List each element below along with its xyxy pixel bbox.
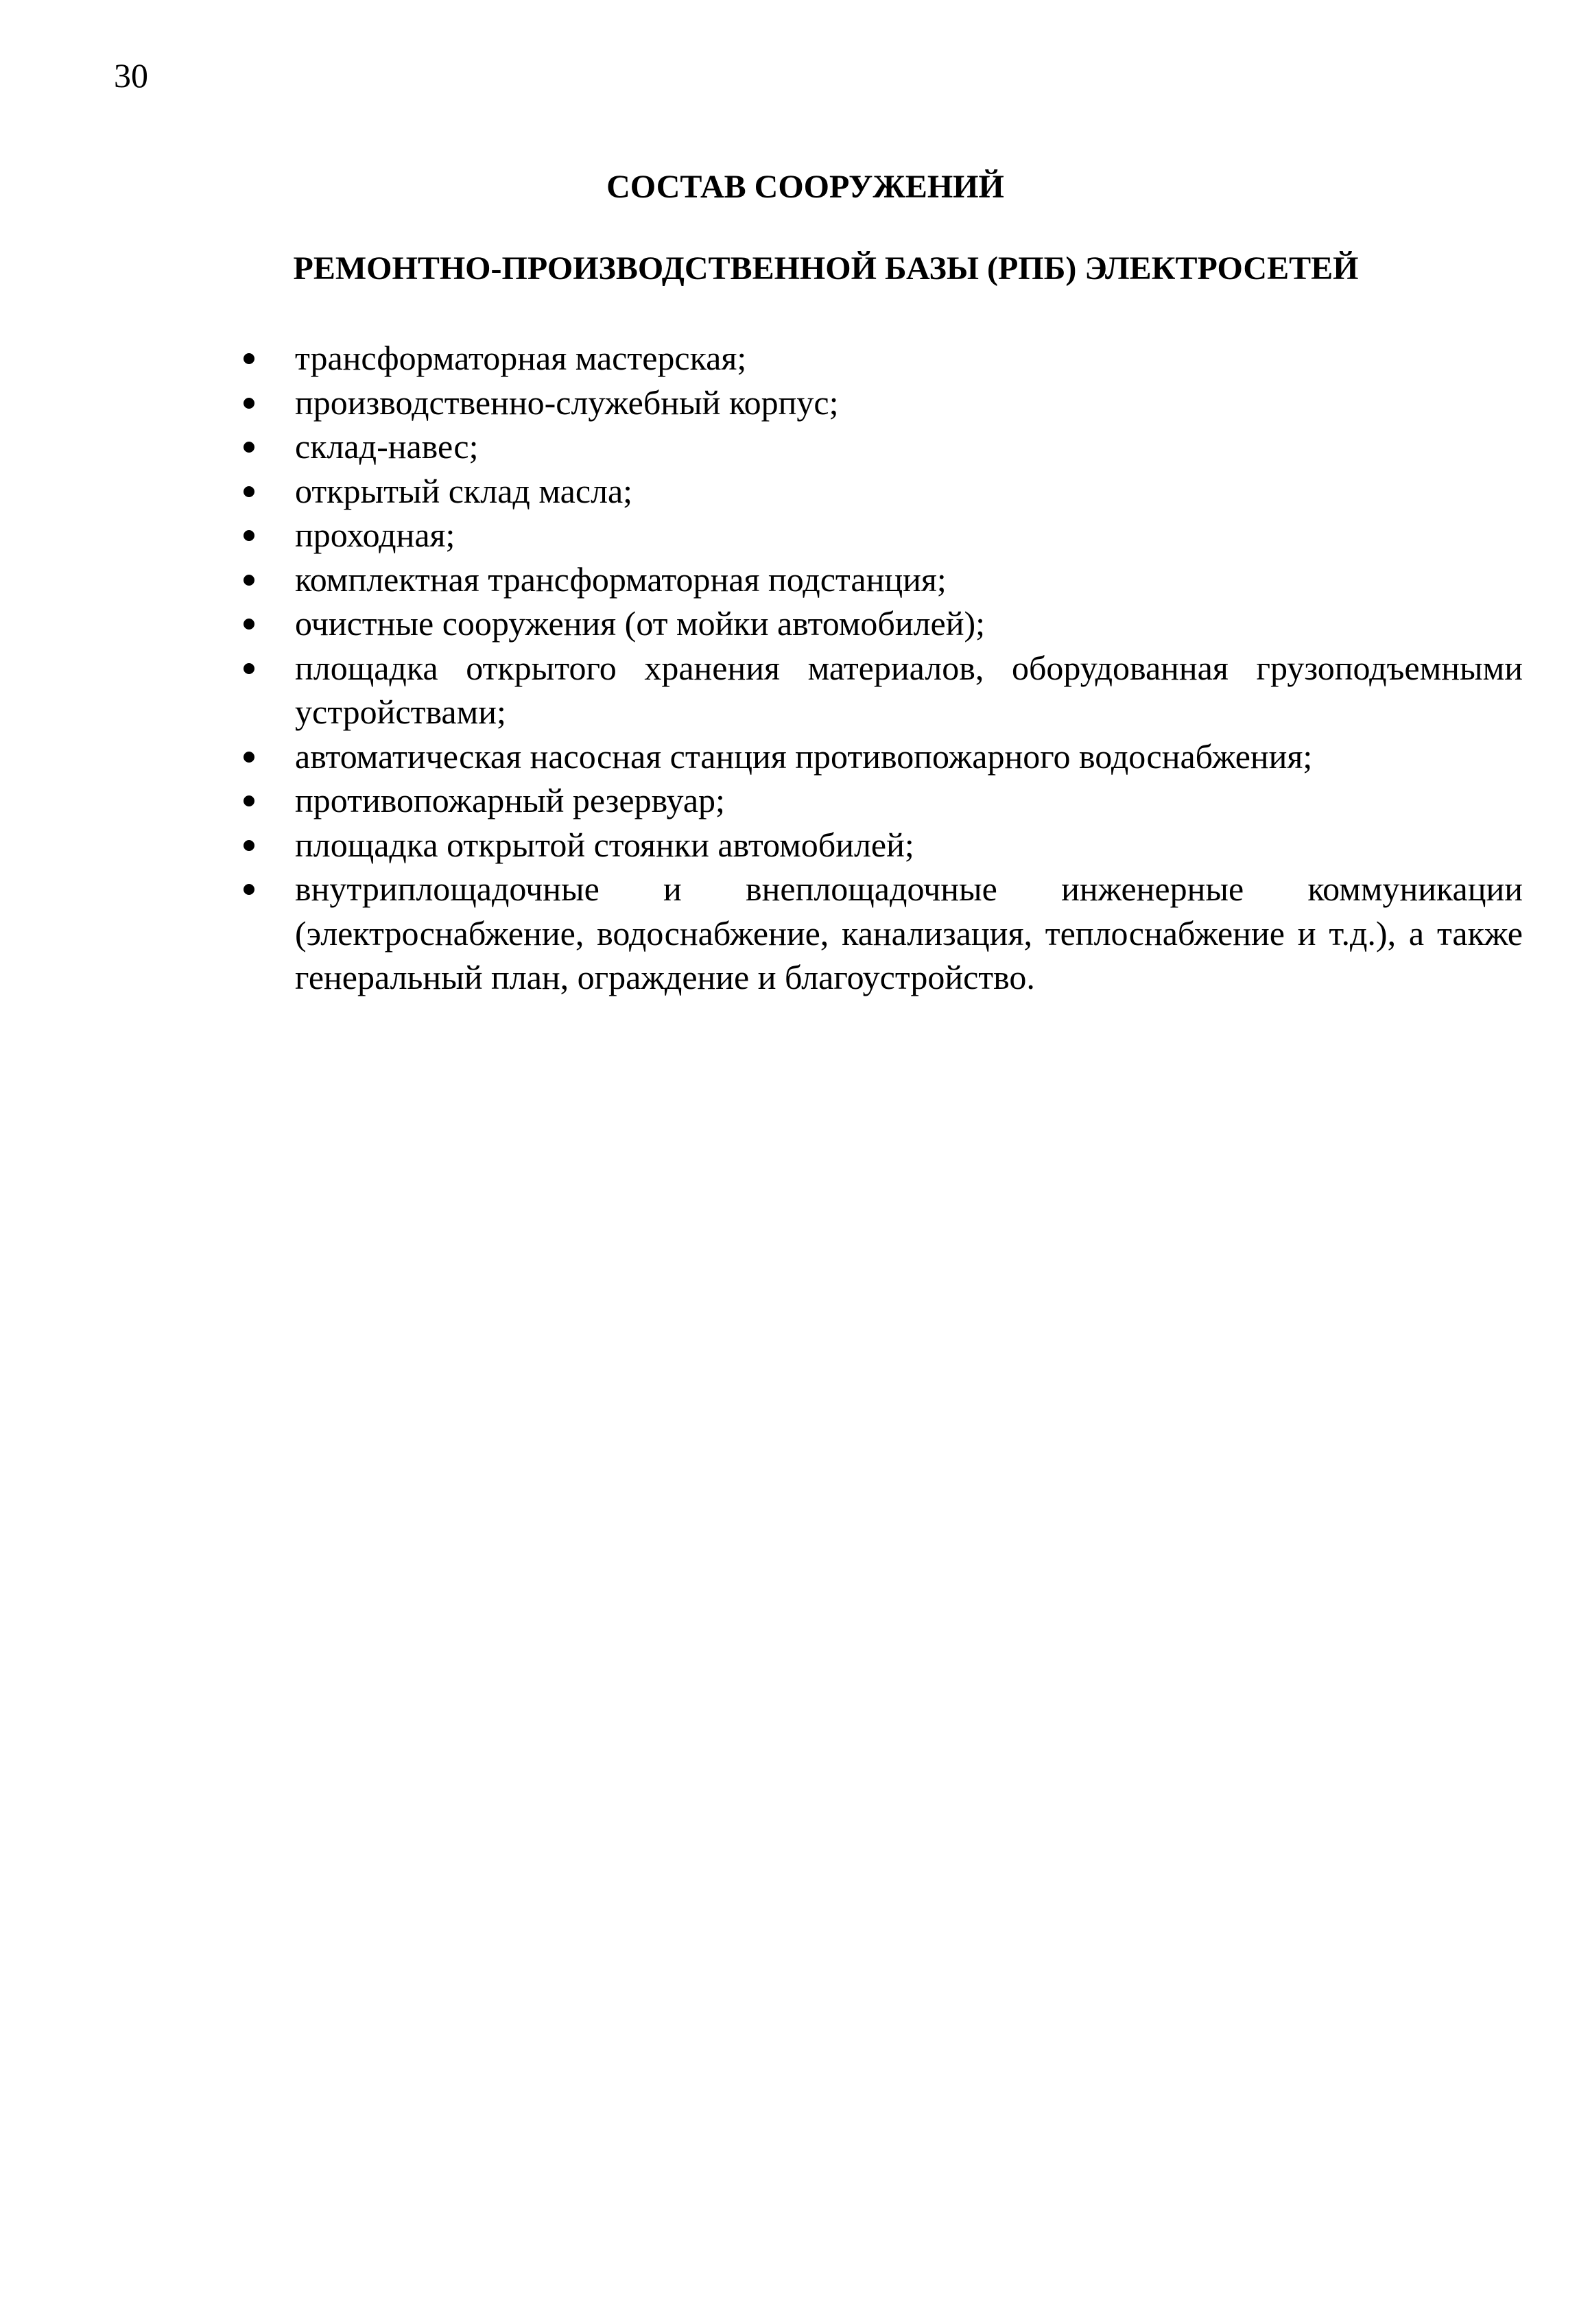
list-item-text: площадка открытого хранения материалов, оборудованная грузоподъемными устройствами; [295,648,1523,731]
bullet-icon [244,442,254,453]
list-item-text: склад-навес; [295,427,479,466]
bullet-icon [244,530,254,541]
list-item-text: трансформаторная мастерская; [295,339,747,377]
list-item [244,336,1523,381]
bullet-icon [244,840,254,851]
document-title-line-2: РЕМОНТНО-ПРОИЗВОДСТВЕННОЙ БАЗЫ (РПБ) ЭЛЕКТРОСЕТЕЙ [293,250,1359,287]
list-item [244,513,1523,558]
list-item [244,558,1523,602]
list-item [244,646,1523,734]
document-title-line-1: СОСТАВ СООРУЖЕНИЙ [606,169,1004,205]
list-item [244,734,1523,779]
list-item [244,823,1523,867]
list-item-text: проходная; [295,516,455,554]
bullet-icon [244,486,254,497]
bullet-icon [244,575,254,586]
list-item [244,381,1523,425]
list-item [244,424,1523,469]
list-item-text: площадка открытой стоянки автомобилей; [295,825,914,864]
list-item-text: очистные сооружения (от мойки автомобилей); [295,604,986,643]
page-number: 30 [114,56,148,95]
bullet-icon [244,884,254,895]
bullet-icon [244,752,254,763]
list-item-text: внутриплощадочные и внеплощадочные инженерные коммуникации (электроснабжение, водоснабжение, канализация, теплоснабжение и т.д.), а также генеральный план, ограждение и благоустройство. [295,870,1523,996]
bullet-icon [244,398,254,409]
bullet-icon [244,353,254,364]
list-item-text: открытый склад масла; [295,471,633,510]
list-item-text: автоматическая насосная станция противопожарного водоснабжения; [295,736,1313,776]
list-item [244,867,1523,1000]
list-item [244,601,1523,646]
list-item-text: комплектная трансформаторная подстанция; [295,560,947,599]
bullet-icon [244,795,254,806]
bullet-icon [244,663,254,674]
list-item-text: противопожарный резервуар; [295,781,725,819]
bullet-icon [244,619,254,630]
facilities-list [244,336,1523,1000]
list-item [244,469,1523,514]
list-item-text: производственно-служебный корпус; [295,383,839,422]
list-item [244,778,1523,823]
